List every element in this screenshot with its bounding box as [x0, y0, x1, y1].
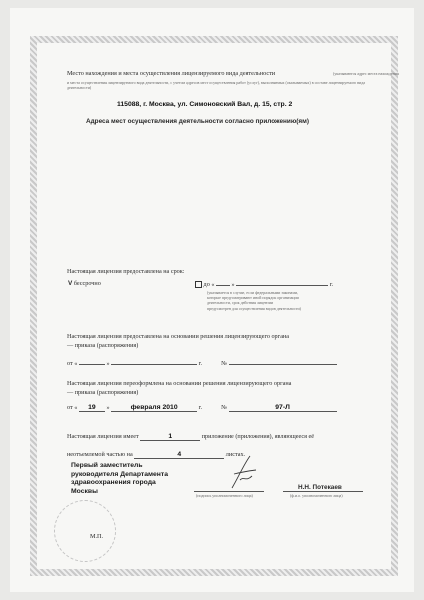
stamp-label: М.П. — [90, 533, 104, 540]
sheets-pages: 4 — [134, 451, 224, 459]
reissued-label: Настоящая лицензия переоформлена на основании решения лицензирующего органа — [67, 380, 292, 387]
sheets-label-c: неотъемлемой частью на — [67, 451, 133, 458]
sheets-label-d: листах. — [225, 451, 246, 458]
signatory-name: Н.Н. Потекаев — [298, 484, 342, 491]
reissued-day: 19 — [79, 404, 105, 412]
term-note-d: предусмотрен для осуществления видов деятельности) — [207, 305, 301, 311]
name-line — [283, 491, 363, 492]
location-label: Место нахождения и места осуществления лицензируемого вида деятельности — [67, 70, 276, 77]
signature-line — [194, 491, 264, 492]
term-note-c: деятельности, срок действия лицензии — [207, 300, 274, 306]
signature — [224, 452, 264, 492]
term-label: Настоящая лицензия предоставлена на срок: — [67, 268, 185, 275]
signatory-line1: Первый заместитель — [71, 462, 143, 469]
reissued-label2: — приказа (распоряжения) — [67, 389, 139, 396]
term-note-a: (указывается в случае, если федеральными законами, — [207, 290, 299, 295]
reissued-month: февраля 2010 — [111, 404, 197, 412]
granted-from: от « — [67, 360, 78, 367]
term-until-label: до « — [203, 281, 215, 288]
term-unlimited: бессрочно — [73, 280, 101, 287]
reissued-number: 97-Л — [229, 404, 337, 412]
stamp-placeholder — [54, 500, 116, 562]
location-small-a: (указываются адрес места нахождения — [333, 71, 399, 76]
reissued-from: от « — [67, 404, 78, 411]
reissued-year: г. — [198, 404, 203, 411]
granted-year: г. — [198, 360, 203, 367]
location-small-b: и места осуществления лицензируемого вида деятельности, с учетом адресов мест осуществления работ (услуг), выполняемых (оказываемых) в составе лицензируемого вида деятельности) — [67, 80, 365, 90]
reissued-close: » — [106, 404, 110, 411]
address: 115088, г. Москва, ул. Симоновский Вал, д. 15, стр. 2 — [117, 101, 293, 108]
granted-label: Настоящая лицензия предоставлена на основании решения лицензирующего органа — [67, 333, 289, 340]
granted-label2: — приказа (распоряжения) — [67, 342, 139, 349]
granted-number-sign: № — [221, 360, 228, 367]
sign-caption: (подпись уполномоченного лица) — [196, 493, 253, 498]
signatory-line2: руководителя Департамента — [71, 470, 169, 478]
name-caption: (ф.и.о. уполномоченного лица) — [290, 493, 343, 498]
term-note-b: которые предусматривают иной порядок организации — [207, 295, 299, 301]
sheets-label-a: Настоящая лицензия имеет — [67, 433, 139, 440]
signatory-line3: здравоохранения города — [71, 479, 156, 487]
check-mark: V — [68, 280, 73, 287]
sheets-count: 1 — [140, 433, 200, 441]
granted-close: » — [106, 360, 110, 367]
term-until-checkbox — [195, 281, 202, 288]
term-year-suffix: г. — [329, 281, 334, 288]
signatory-line4: Москвы — [71, 487, 98, 495]
sheets-label-b: приложение (приложения), являющееся её — [201, 433, 315, 440]
places-title: Адреса мест осуществления деятельности согласно приложению(ям) — [86, 118, 309, 125]
reissued-number-sign: № — [221, 404, 228, 411]
